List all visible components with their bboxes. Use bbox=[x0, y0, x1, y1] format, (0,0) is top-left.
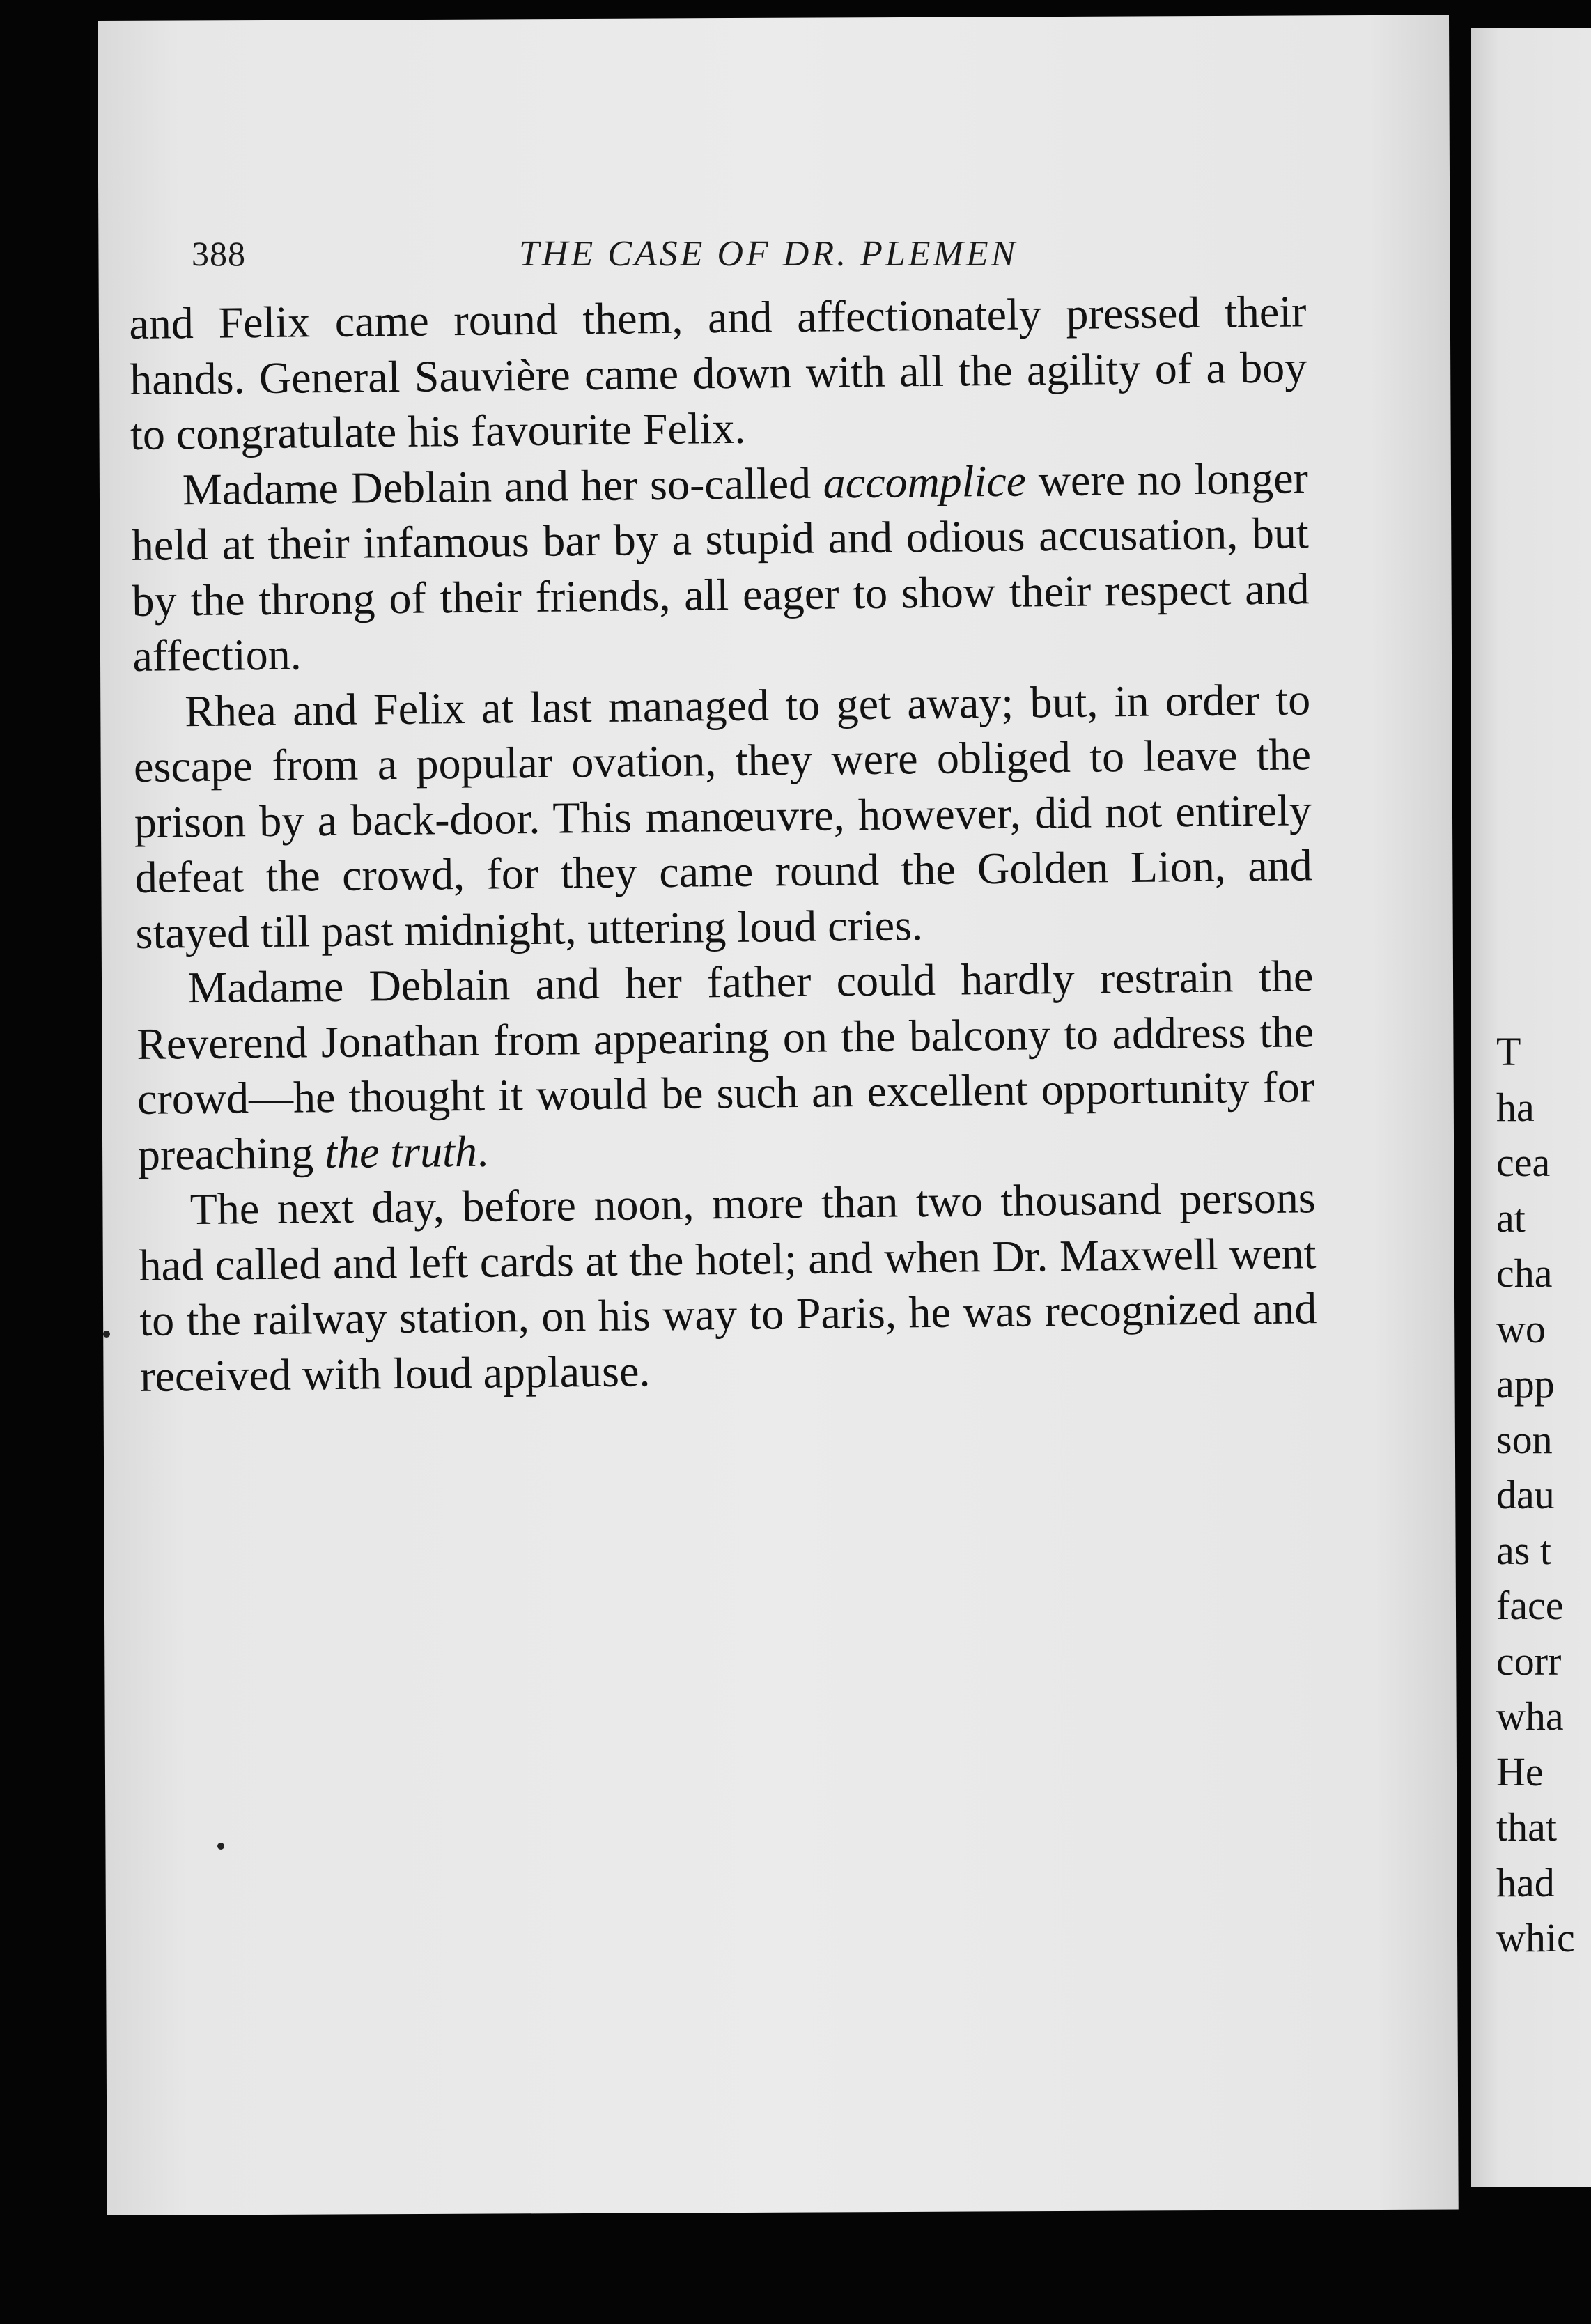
ink-speck bbox=[217, 1843, 224, 1850]
facing-page-line: corr bbox=[1496, 1638, 1562, 1684]
facing-page-line: had bbox=[1496, 1859, 1555, 1905]
paragraph bbox=[133, 672, 1313, 961]
facing-page-line: wo bbox=[1496, 1306, 1546, 1351]
paragraph bbox=[129, 284, 1307, 462]
facing-page-text bbox=[1496, 1024, 1575, 1966]
paragraph bbox=[136, 948, 1315, 1182]
facing-page-line: son bbox=[1496, 1416, 1553, 1462]
page-number: 388 bbox=[192, 234, 246, 273]
facing-page-line: cha bbox=[1496, 1250, 1553, 1296]
body-text bbox=[129, 284, 1318, 1404]
facing-page-line: T bbox=[1496, 1029, 1521, 1074]
text-run: . bbox=[476, 1126, 489, 1176]
facing-page-line: ha bbox=[1496, 1084, 1535, 1130]
facing-page-line: whic bbox=[1496, 1915, 1575, 1960]
italic-text: accomplice bbox=[823, 456, 1027, 508]
facing-page-line: dau bbox=[1496, 1472, 1555, 1517]
book-page-right bbox=[1471, 28, 1591, 2187]
facing-page-line: as t bbox=[1496, 1527, 1551, 1573]
paragraph bbox=[138, 1170, 1317, 1404]
facing-page-line: at bbox=[1496, 1195, 1526, 1241]
text-run: Madame Deblain and her father could hardly restrain the Reverend Jonathan from appearing on the balcony to address the crowd—he thought it would be such an excellent opportunity for preaching bbox=[136, 951, 1315, 1179]
running-head: THE CASE OF DR. PLEMEN bbox=[519, 234, 1018, 274]
facing-page-line: app bbox=[1496, 1361, 1555, 1407]
text-run: Rhea and Felix at last managed to get away; but, in order to escape from a popular ovation, they were obliged to leave the prison by a back-door. This manœuvre, however, did not entirely defeat the crowd, for they came round the Golden Lion, and stayed till past midnight, uttering loud cries. bbox=[133, 674, 1313, 958]
page-header bbox=[192, 233, 1202, 289]
text-run: and Felix came round them, and affectionately pressed their hands. General Sauvière came down with all the agility of a boy to congratulate his favourite Felix. bbox=[129, 286, 1307, 459]
text-run: Madame Deblain and her so-called bbox=[182, 458, 824, 514]
text-run: The next day, before noon, more than two thousand persons had called and left cards at the hotel; and when Dr. Maxwell went to the railway station, on his way to Paris, he was recognized and received with loud applause. bbox=[139, 1172, 1317, 1401]
facing-page-line: He bbox=[1496, 1749, 1544, 1795]
italic-text: the truth bbox=[324, 1126, 478, 1177]
facing-page-line: that bbox=[1496, 1804, 1557, 1850]
facing-page-line: face bbox=[1496, 1583, 1564, 1628]
facing-page-line: wha bbox=[1496, 1694, 1564, 1739]
text-run: were no longer held at their infamous bar by a stupid and odious accusation, but by the throng of their friends, all eager to show their respect and affection. bbox=[131, 452, 1310, 681]
paragraph bbox=[130, 450, 1310, 684]
ink-speck bbox=[103, 1331, 110, 1338]
facing-page-line: cea bbox=[1496, 1140, 1551, 1185]
